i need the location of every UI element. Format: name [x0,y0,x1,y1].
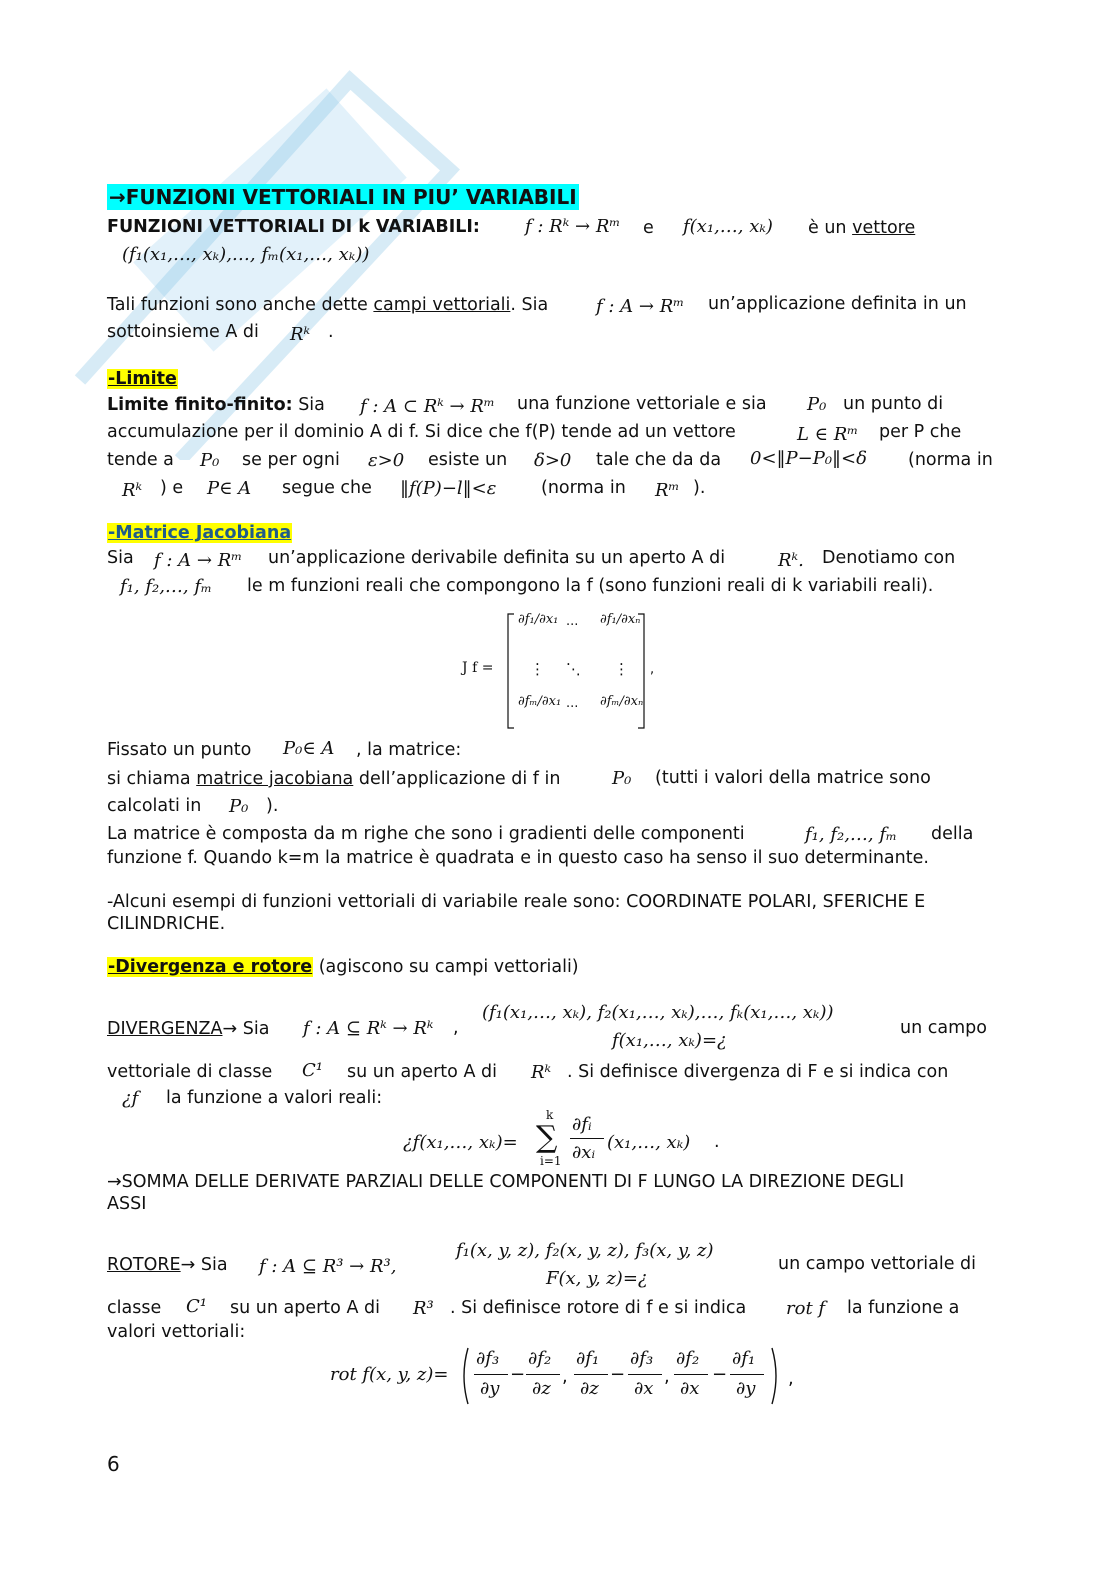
rotore-label: ROTORE [107,1255,181,1275]
formula: f₁, f₂,…, fₘ [120,576,213,597]
frac-den: ∂z [532,1378,551,1399]
formula: P₀∈ A [283,738,335,759]
matrix-dots: ··· [566,618,579,633]
def-line-1 [107,216,480,238]
formula: (f₁(x₁,…, xₖ),…, fₘ(x₁,…, xₖ)) [122,244,370,265]
formula: f : A → Rᵐ [154,550,243,571]
text: le m funzioni reali che compongono la f (sono funzioni reali di k variabili reali). [247,576,934,596]
text: → Sia [222,1019,270,1039]
formula: C¹ [302,1060,323,1081]
sum-lower: i=1 [540,1154,562,1168]
formula: C¹ [186,1296,207,1317]
formula: f : A ⊆ Rᵏ → Rᵏ [303,1018,434,1039]
text: (tutti i valori della matrice sono [655,768,931,788]
text: la funzione a valori reali: [166,1088,383,1108]
text: ASSI [107,1194,147,1214]
matrix-entry: ∂fₘ/∂xₙ [600,694,644,709]
matrix-dots: ⋮ [530,660,545,678]
formula: Rᵏ [531,1062,552,1083]
divrot-heading [107,956,579,978]
frac-den: ∂y [480,1378,500,1399]
formula: f : Rᵏ → Rᵐ [525,216,621,237]
formula: P∈ A [207,478,252,499]
frac-bar [730,1374,764,1375]
text: è un [808,218,847,238]
frac-num: ∂f₃ [476,1348,500,1369]
text: Denotiamo con [822,548,956,568]
jacobian-matrix [462,612,662,732]
text: e [643,218,654,238]
formula: f : A ⊆ R³ → R³, [259,1256,397,1277]
text: →SOMMA DELLE DERIVATE PARZIALI DELLE COMPONENTI DI F LUNGO LA DIREZIONE DEGLI [107,1172,905,1192]
minus: − [712,1364,728,1385]
text: una funzione vettoriale e sia [517,394,767,414]
text: segue che [282,478,372,498]
frac-den: ∂x [680,1378,700,1399]
div-line-1 [107,1018,269,1040]
formula: Rᵏ. [778,550,804,571]
formula: P₀ [612,768,632,789]
heading: -Limite [108,369,177,389]
minus: − [510,1364,526,1385]
divergenza-label: DIVERGENZA [107,1019,223,1039]
text: dell’applicazione di f in [358,769,561,789]
frac-den: ∂z [580,1378,599,1399]
formula: ¿f(x₁,…, xₖ)= [403,1132,518,1153]
frac-bar [574,1374,608,1375]
text: vettoriale di classe [107,1062,273,1082]
title-text: →FUNZIONI VETTORIALI IN PIU’ VARIABILI [109,185,577,209]
text: , la matrice: [356,740,462,760]
frac-bar [674,1374,708,1375]
matrix-dots: ··· [566,700,579,715]
formula: ‖f(P)−l‖<ε [400,478,497,499]
text: . Si definisce rotore di f e si indica [450,1298,747,1318]
formula: ¿f [122,1088,139,1109]
frac-bar [526,1374,560,1375]
vettore-link: vettore [852,218,916,238]
text: funzione f. Quando k=m la matrice è quadrata e in questo caso ha senso il suo determinante. [107,848,929,868]
text: → Sia [180,1255,228,1275]
text: accumulazione per il dominio A di f. Si dice che f(P) tende ad un vettore [107,422,736,442]
text: . Si definisce divergenza di F e si indica con [567,1062,949,1082]
text: esiste un [428,450,508,470]
text: Tali funzioni sono anche dette [107,295,368,315]
formula: P₀ [229,796,249,817]
text: su un aperto A di [230,1298,380,1318]
frac-num: ∂f₃ [630,1348,654,1369]
text: Sia [298,395,325,415]
heading: -Divergenza e rotore [108,957,313,977]
text: un’applicazione definita in un [708,294,967,314]
text: CILINDRICHE. [107,914,226,934]
frac-bar [474,1374,508,1375]
text: Sia [107,548,134,568]
formula: P₀ [807,394,827,415]
formula: f₁, f₂,…, fₘ [805,824,898,845]
minus: − [610,1364,626,1385]
formula: rot f(x, y, z)= [330,1364,449,1385]
page-number: 6 [107,1452,120,1476]
fraction-bar [570,1138,604,1139]
text: classe [107,1298,162,1318]
formula: (x₁,…, xₖ) [607,1132,691,1153]
jacobiana-heading [107,522,292,544]
label: Limite finito-finito: [107,395,293,415]
text: se per ogni [242,450,340,470]
matrix-dots: ⋱ [566,660,581,678]
matrice-jacobiana-link: matrice jacobiana [196,769,354,789]
limite-heading [107,368,178,390]
text: un campo [900,1018,987,1038]
frac-den: ∂x [634,1378,654,1399]
limite-line-1 [107,394,325,416]
frac-num: ∂f₂ [676,1348,700,1369]
fraction-den: ∂xᵢ [572,1142,596,1163]
separator: , [788,1368,794,1389]
formula: (f₁(x₁,…, xₖ), f₂(x₁,…, xₖ),…, fₖ(x₁,…, xₖ)) [482,1002,834,1023]
text: Fissato un punto [107,740,252,760]
formula: R³ [413,1298,434,1319]
campi-vettoriali-link: campi vettoriali [373,295,511,315]
formula: f(x₁,…, xₖ) [683,216,773,237]
formula: rot f [786,1298,826,1319]
frac-num: ∂f₁ [732,1348,756,1369]
text: (norma in [908,450,993,470]
section-title [107,186,579,210]
text: un’applicazione derivabile definita su un aperto A di [268,548,726,568]
text: si chiama [107,769,191,789]
text: calcolati in [107,796,202,816]
formula: f : A → Rᵐ [596,296,685,317]
formula: L ∈ Rᵐ [797,424,859,445]
matrix-entry: ∂f₁/∂xₙ [600,612,641,627]
formula: f : A ⊂ Rᵏ → Rᵐ [360,396,495,417]
text: (norma in [541,478,626,498]
jacobiana-line-s1 [107,768,560,790]
formula: f(x₁,…, xₖ)=¿ [612,1030,727,1051]
text: per P che [879,422,962,442]
text: ). [693,478,706,498]
text: . Sia [510,295,549,315]
text: della [931,824,974,844]
text: un punto di [843,394,944,414]
heading: -Matrice Jacobiana [108,523,292,543]
text: su un aperto A di [347,1062,497,1082]
matrix-entry: ∂fₘ/∂x₁ [518,694,562,709]
text: ) e [160,478,184,498]
frac-num: ∂f₁ [576,1348,600,1369]
text: tale che da da [596,450,722,470]
text: -Alcuni esempi di funzioni vettoriali di variabile reale sono: COORDINATE POLARI, SFERICHE E [107,892,926,912]
text: . [328,322,334,342]
text: la funzione a [847,1298,960,1318]
formula: Rᵏ [122,480,143,501]
text: ). [266,796,279,816]
text: . [714,1132,720,1152]
formula: 0<‖P−P₀‖<δ [750,448,867,469]
formula: P₀ [200,450,220,471]
matrix-label: J f = [462,660,494,676]
fraction-num: ∂fᵢ [572,1114,592,1135]
formula: Rᵐ [655,480,680,501]
formula: F(x, y, z)=¿ [546,1268,648,1289]
text: valori vettoriali: [107,1322,246,1342]
text: La matrice è composta da m righe che sono i gradienti delle componenti [107,824,745,844]
formula: Rᵏ [290,324,311,345]
matrix-comma: , [650,662,655,677]
matrix-entry: ∂f₁/∂x₁ [518,612,559,627]
sum-upper: k [546,1108,554,1122]
campi-line-1 [107,294,548,316]
rotor-formula [330,1344,810,1408]
rot-line-1 [107,1254,228,1276]
matrix-brackets [462,612,662,732]
formula: δ>0 [534,450,572,471]
formula: ε>0 [368,450,405,471]
separator: , [562,1366,568,1387]
text: un campo vettoriale di [778,1254,977,1274]
frac-num: ∂f₂ [528,1348,552,1369]
text: , [453,1018,459,1038]
frac-den: ∂y [736,1378,756,1399]
formula: f₁(x, y, z), f₂(x, y, z), f₃(x, y, z) [456,1240,714,1261]
def-label: FUNZIONI VETTORIALI DI k VARIABILI: [107,217,480,237]
text: (agiscono su campi vettoriali) [318,957,579,977]
frac-bar [628,1374,662,1375]
text: sottoinsieme A di [107,322,259,342]
separator: , [664,1366,670,1387]
text: tende a [107,450,174,470]
sum-symbol: ∑ [536,1120,558,1155]
matrix-dots: ⋮ [614,660,629,678]
